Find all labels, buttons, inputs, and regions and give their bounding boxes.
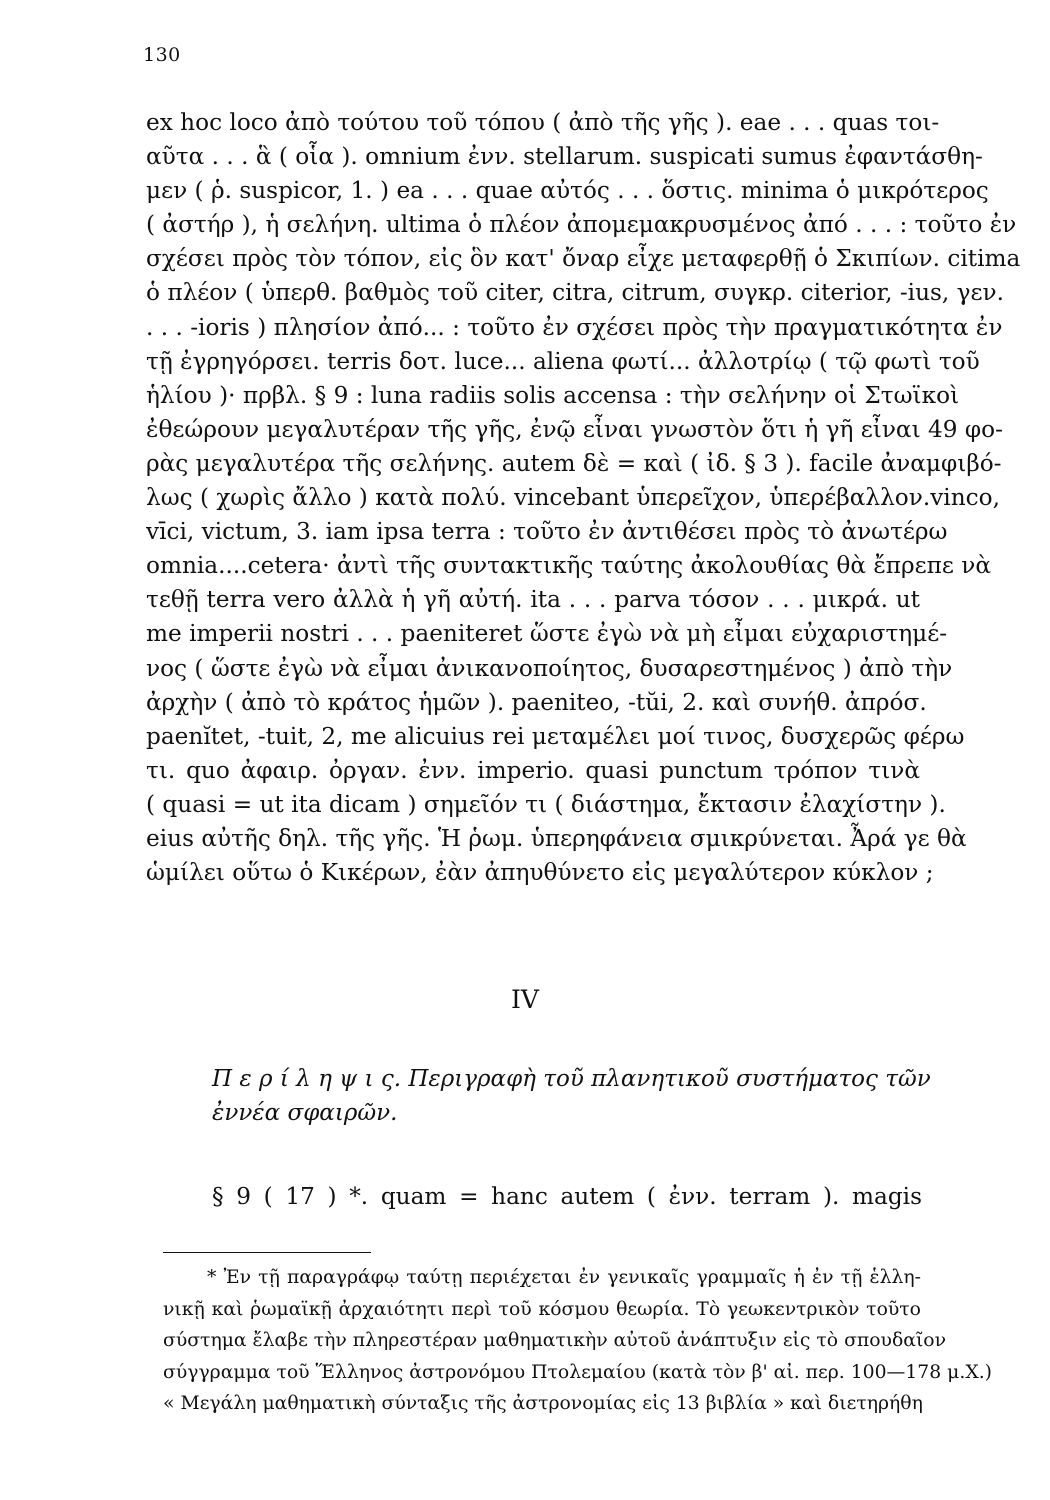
footnote-line: σύγγραμμα τοῦ Ἕλληνος ἀστρονόμου Πτολεμαίου (κατὰ τὸν β' αἰ. περ. 100—178 μ.Χ.) <box>163 1361 992 1383</box>
commentary-line: νος ( ὥστε ἐγὼ νὰ εἶμαι ἀνικανοποίητος, δυσαρεστημένος ) ἀπὸ τὴν <box>146 654 953 682</box>
commentary-line: σχέσει πρὸς τὸν τόπον, εἰς ὃν κατ' ὄναρ εἶχε μεταφερθῇ ὁ Σκιπίων. citima <box>146 245 1021 273</box>
paragraph-start: § 9 ( 17 ) *. quam = hanc autem ( ἐνν. terram ). magis <box>212 1183 922 1210</box>
footnote-line: νικῇ καὶ ῥωμαϊκῇ ἀρχαιότητι περὶ τοῦ κόσμου θεωρία. Τὸ γεωκεντρικὸν τοῦτο <box>163 1298 921 1320</box>
commentary-line: eius αὐτῆς δηλ. τῆς γῆς. Ἡ ῥωμ. ὑπερηφάνεια σμικρύνεται. Ἆρά γε θὰ <box>146 824 967 852</box>
commentary-line: λως ( χωρὶς ἄλλο ) κατὰ πολύ. vincebant ὑπερεῖχον, ὑπερέβαλλον.vinco, <box>146 484 1000 512</box>
page-number: 130 <box>143 44 181 66</box>
footnote-line: « Μεγάλη μαθηματικὴ σύνταξις τῆς ἀστρονομίας εἰς 13 βιβλία » καὶ διετηρήθη <box>163 1393 923 1415</box>
summary-line: Π ε ρ ί λ η ψ ι ς. Περιγραφὴ τοῦ πλανητικοῦ συστήματος τῶν <box>212 1066 931 1092</box>
commentary-line: τι. quo ἀφαιρ. ὀργαν. ἐνν. imperio. quasi punctum τρόπον τινὰ <box>146 756 920 784</box>
commentary-line: ἡλίου )· πρβλ. § 9 : luna radiis solis accensa : τὴν σελήνην οἱ Στωϊκοὶ <box>146 381 960 409</box>
commentary-line: ὡμίλει οὕτω ὁ Κικέρων, ἐὰν ἀπηυθύνετο εἰς μεγαλύτερον κύκλον ; <box>146 859 934 887</box>
commentary-line: . . . -ioris ) πλησίον ἀπό... : τοῦτο ἐν σχέσει πρὸς τὴν πραγματικότητα ἐν <box>146 313 1003 341</box>
commentary-line: ρὰς μεγαλυτέρα τῆς σελήνης. autem δὲ = καὶ ( ἰδ. § 3 ). facile ἀναμφιβό- <box>146 449 1002 477</box>
section-heading: IV <box>511 985 539 1014</box>
footnote-divider <box>163 1252 371 1253</box>
commentary-line: omnia....cetera· ἀντὶ τῆς συντακτικῆς ταύτης ἀκολουθίας θὰ ἔπρεπε νὰ <box>146 552 992 580</box>
commentary-line: vīci, victum, 3. iam ipsa terra : τοῦτο ἐν ἀντιθέσει πρὸς τὸ ἀνωτέρω <box>146 518 948 546</box>
commentary-line: ( ἀστήρ ), ἡ σελήνη. ultima ὁ πλέον ἀπομεμακρυσμένος ἀπό . . . : τοῦτο ἐν <box>146 211 1017 239</box>
section-summary <box>212 1062 931 1130</box>
commentary-text <box>146 106 1021 890</box>
commentary-line: me imperii nostri . . . paeniteret ὥστε ἐγὼ νὰ μὴ εἶμαι εὐχαριστημέ- <box>146 620 948 648</box>
footnote-line: σύστημα ἔλαβε τὴν πληρεστέραν μαθηματικὴν αὐτοῦ ἀνάπτυξιν εἰς τὸ σπουδαῖον <box>163 1330 947 1352</box>
footnote <box>163 1262 992 1420</box>
summary-line: ἐννέα σφαιρῶν. <box>212 1100 398 1127</box>
commentary-line: τῇ ἐγρηγόρσει. terris δοτ. luce... aliena φωτί... ἀλλοτρίῳ ( τῷ φωτὶ τοῦ <box>146 347 980 375</box>
commentary-line: αῦτα . . . ἃ ( οἷα ). omnium ἐνν. stellarum. suspicati sumus ἐφαντάσθη- <box>146 143 983 171</box>
commentary-line: ( quasi = ut ita dicam ) σημεῖόν τι ( διάστημα, ἔκτασιν ἐλαχίστην ). <box>146 790 946 818</box>
commentary-line: paenĭtet, -tuit, 2, me alicuius rei μεταμέλει μοί τινος, δυσχερῶς φέρω <box>146 722 965 750</box>
commentary-line: ἐθεώρουν μεγαλυτέραν τῆς γῆς, ἐνῷ εἶναι γνωστὸν ὅτι ἡ γῆ εἶναι 49 φο- <box>146 415 1003 443</box>
commentary-line: ὁ πλέον ( ὑπερθ. βαθμὸς τοῦ citer, citra, citrum, συγκρ. citerior, -ius, γεν. <box>146 279 1005 307</box>
commentary-line: μεν ( ῥ. suspicor, 1. ) ea . . . quae αὐτός . . . ὅστις. minima ὁ μικρότερος <box>146 177 989 205</box>
footnote-line: * Ἐν τῇ παραγράφῳ ταύτῃ περιέχεται ἐν γενικαῖς γραμμαῖς ἡ ἐν τῇ ἑλλη- <box>207 1267 921 1288</box>
commentary-line: ἀρχὴν ( ἀπὸ τὸ κράτος ἡμῶν ). paeniteo, -tŭi, 2. καὶ συνήθ. ἀπρόσ. <box>146 688 927 716</box>
commentary-line: τεθῇ terra vero ἀλλὰ ἡ γῆ αὐτή. ita . . . parva τόσον . . . μικρά. ut <box>146 586 920 614</box>
commentary-line: ex hoc loco ἀπὸ τούτου τοῦ τόπου ( ἀπὸ τῆς γῆς ). eae . . . quas τοι- <box>146 109 940 136</box>
